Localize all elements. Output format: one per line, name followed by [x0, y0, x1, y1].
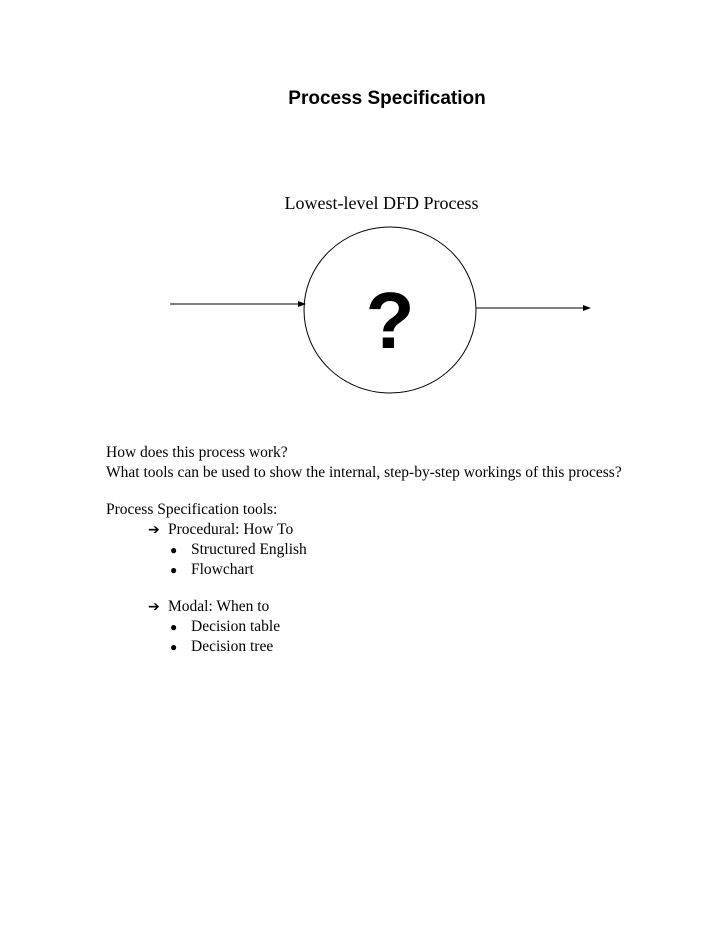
group-procedural — [106, 520, 622, 540]
group-heading: Modal: When to — [168, 598, 270, 615]
question-tools: What tools can be used to show the internal, step-by-step workings of this process? — [106, 464, 622, 481]
dfd-process-diagram — [0, 0, 720, 440]
page-title: Process Specification — [288, 88, 486, 109]
bullet-dot-icon: ● — [170, 563, 178, 577]
bullet-dot-icon: ● — [170, 543, 178, 557]
bullet-dot-icon: ● — [170, 620, 178, 634]
group-modal — [106, 597, 622, 617]
list-item: ● Decision tree — [170, 638, 274, 655]
group-heading: Procedural: How To — [168, 521, 294, 538]
bullet-dot-icon: ● — [170, 640, 178, 654]
process-question-mark: ? — [365, 276, 415, 365]
question-how: How does this process work? — [106, 444, 288, 461]
list-item: ● Flowchart — [170, 561, 254, 578]
arrow-right-icon: ➔ — [148, 522, 160, 538]
modal-list — [106, 617, 622, 657]
list-item: ● Decision table — [170, 618, 281, 635]
diagram-label: Lowest-level DFD Process — [284, 193, 479, 213]
arrow-right-icon: ➔ — [148, 599, 160, 615]
tools-heading: Process Specification tools: — [106, 501, 278, 518]
body-text — [106, 443, 622, 657]
list-item: ● Structured English — [170, 541, 307, 558]
procedural-list — [106, 540, 622, 580]
